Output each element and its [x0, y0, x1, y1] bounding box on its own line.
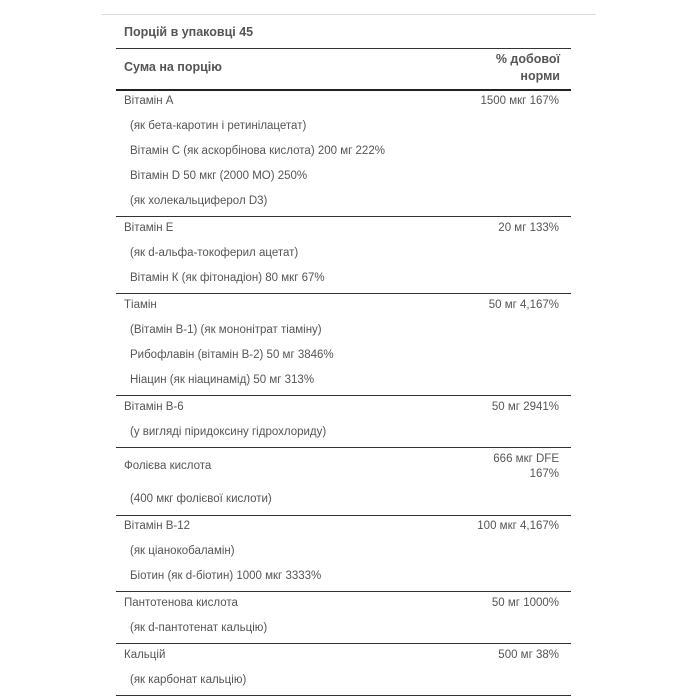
nutrient-value: 1500 мкг 167% — [480, 95, 559, 107]
nutrient-name: Тіамін — [124, 299, 157, 311]
nutrient-value: 100 мкг 4,167% — [477, 520, 559, 532]
amount-per-serving-label: Сума на порцію — [124, 60, 222, 74]
servings-per-container: Порцій в упаковці 45 — [124, 25, 254, 39]
nutrient-name: Фолієва кислота — [124, 460, 212, 472]
nutrient-detail-text: (400 мкг фолієвої кислоти) — [130, 493, 272, 505]
nutrient-name: Пантотенова кислота — [124, 597, 238, 609]
nutrient-name: Кальцій — [124, 649, 166, 661]
nutrient-detail-text: (як холекальциферол D3) — [130, 195, 268, 207]
nutrient-detail-text: Біотин (як d-біотин) 1000 мкг 3333% — [130, 570, 322, 582]
nutrient-detail-text: Ніацин (як ніацинамід) 50 мг 313% — [130, 374, 315, 386]
daily-value-header-line1: % добової — [495, 52, 560, 66]
nutrient-value: 500 мг 38% — [498, 649, 559, 661]
nutrient-value-line2: 167% — [529, 468, 559, 480]
nutrient-detail-text: Рибофлавін (вітамін В-2) 50 мг 3846% — [130, 349, 334, 361]
nutrient-detail-text: Вітамін К (як фітонадіон) 80 мкг 67% — [130, 272, 325, 284]
nutrient-name: Вітамін В-12 — [124, 520, 191, 532]
header-divider — [116, 48, 571, 49]
nutrient-detail-text: (як d-пантотенат кальцію) — [130, 622, 268, 634]
daily-value-header-line2: норми — [520, 69, 560, 83]
group-divider — [116, 515, 571, 516]
nutrient-value — [493, 452, 559, 482]
nutrient-detail-text: (у вигляді піридоксину гідрохлориду) — [130, 426, 327, 438]
nutrient-detail-text: (як бета-каротин і ретинілацетат) — [130, 120, 307, 132]
daily-value-header — [496, 51, 560, 85]
supplement-facts-panel — [102, 14, 596, 700]
nutrient-detail-text: (Вітамін В-1) (як мононітрат тіаміну) — [130, 324, 322, 336]
group-divider — [116, 591, 571, 592]
nutrient-detail-text: (як d-альфа-токоферил ацетат) — [130, 247, 299, 259]
group-divider — [116, 216, 571, 217]
nutrient-name: Вітамін А — [124, 95, 174, 107]
nutrient-name: Вітамін В-6 — [124, 401, 184, 413]
nutrient-detail-text: Вітамін D 50 мкг (2000 МО) 250% — [130, 170, 308, 182]
group-divider — [116, 395, 571, 396]
nutrient-detail-text: Вітамін С (як аскорбінова кислота) 200 мг 222% — [130, 145, 385, 157]
nutrient-name: Вітамін Е — [124, 222, 174, 234]
group-divider — [116, 695, 571, 696]
nutrient-value: 50 мг 4,167% — [488, 299, 559, 311]
nutrient-value: 50 мг 2941% — [491, 401, 559, 413]
group-divider — [116, 447, 571, 448]
nutrient-detail-text: (як карбонат кальцію) — [130, 674, 247, 686]
nutrient-value-line1: 666 мкг DFE — [493, 453, 559, 465]
nutrient-value: 50 мг 1000% — [491, 597, 559, 609]
nutrient-detail-text: (як ціанокобаламін) — [130, 545, 235, 557]
nutrient-value: 20 мг 133% — [498, 222, 559, 234]
header-bottom-divider — [116, 89, 571, 91]
group-divider — [116, 643, 571, 644]
group-divider — [116, 293, 571, 294]
